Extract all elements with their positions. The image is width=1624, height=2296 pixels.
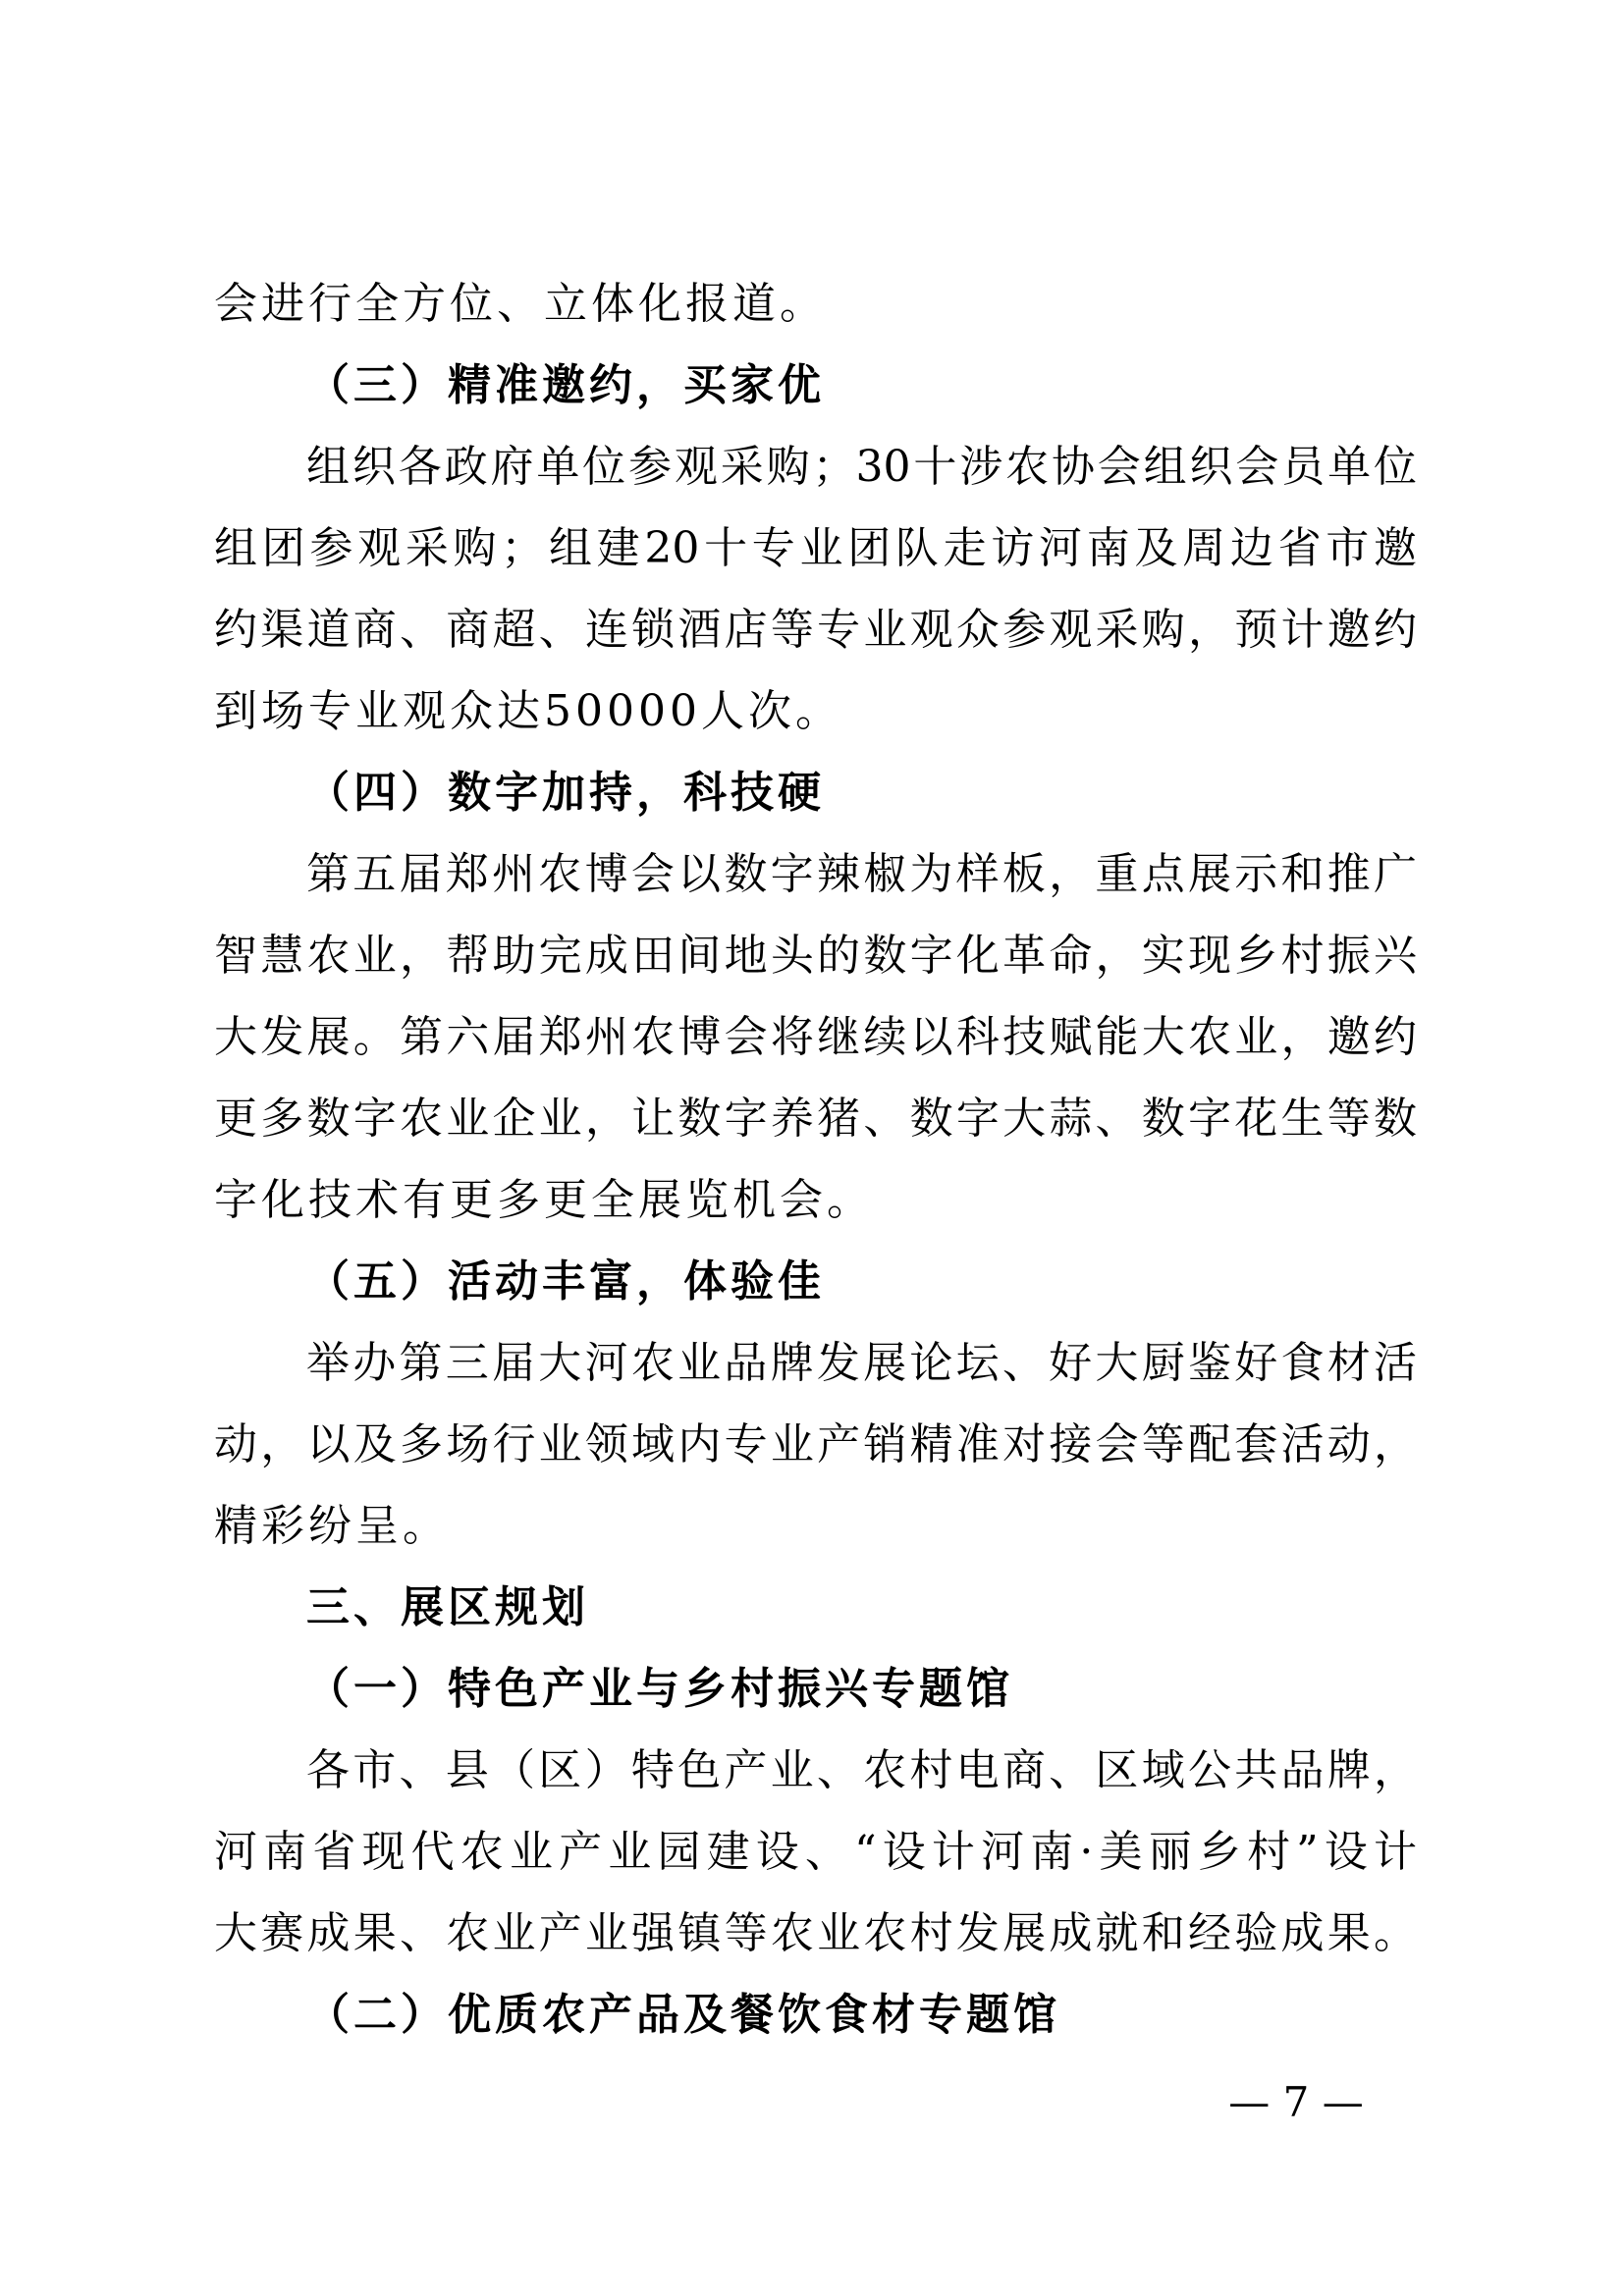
subheading-three: （三）精准邀约，买家优 (306, 360, 825, 410)
document-body (214, 263, 1417, 2056)
subheading-four: （四）数字加持，科技硬 (306, 768, 825, 818)
paragraph-line: 到场专业观众达50000人次。 (214, 686, 842, 736)
paragraph-line: 字化技术有更多更全展览机会。 (214, 1175, 874, 1225)
paragraph-line: 精彩纷呈。 (214, 1501, 450, 1551)
paragraph-line: 大发展。第六届郑州农博会将继续以科技赋能大农业，邀约 (214, 1012, 1417, 1062)
paragraph-line: 更多数字农业企业，让数字养猪、数字大蒜、数字花生等数 (214, 1094, 1417, 1144)
subheading-one: （一）特色产业与乡村振兴专题馆 (306, 1664, 1013, 1714)
paragraph-line: 第五届郑州农博会以数字辣椒为样板，重点展示和推广 (306, 849, 1417, 899)
paragraph-line: 智慧农业，帮助完成田间地头的数字化革命，实现乡村振兴 (214, 931, 1417, 981)
paragraph-line: 举办第三届大河农业品牌发展论坛、好大厨鉴好食材活 (306, 1338, 1417, 1388)
paragraph-line: 大赛成果、农业产业强镇等农业农村发展成就和经验成果。 (214, 1908, 1417, 1958)
paragraph-line: 动，以及多场行业领域内专业产销精准对接会等配套活动， (214, 1419, 1417, 1469)
page-number: — 7 — (1228, 2078, 1364, 2126)
section-heading: 三、展区规划 (306, 1582, 589, 1632)
paragraph-line: 会进行全方位、立体化报道。 (214, 279, 827, 329)
paragraph-line: 约渠道商、商超、连锁酒店等专业观众参观采购，预计邀约 (214, 605, 1417, 655)
subheading-five: （五）活动丰富，体验佳 (306, 1256, 825, 1307)
paragraph-line: 组织各政府单位参观采购；30十涉农协会组织会员单位 (306, 442, 1417, 492)
paragraph-line: 河南省现代农业产业园建设、“设计河南·美丽乡村”设计 (214, 1827, 1417, 1877)
subheading-two: （二）优质农产品及餐饮食材专题馆 (306, 1990, 1060, 2040)
paragraph-line: 组团参观采购；组建20十专业团队走访河南及周边省市邀 (214, 523, 1417, 573)
paragraph-line: 各市、县（区）特色产业、农村电商、区域公共品牌， (306, 1745, 1417, 1795)
